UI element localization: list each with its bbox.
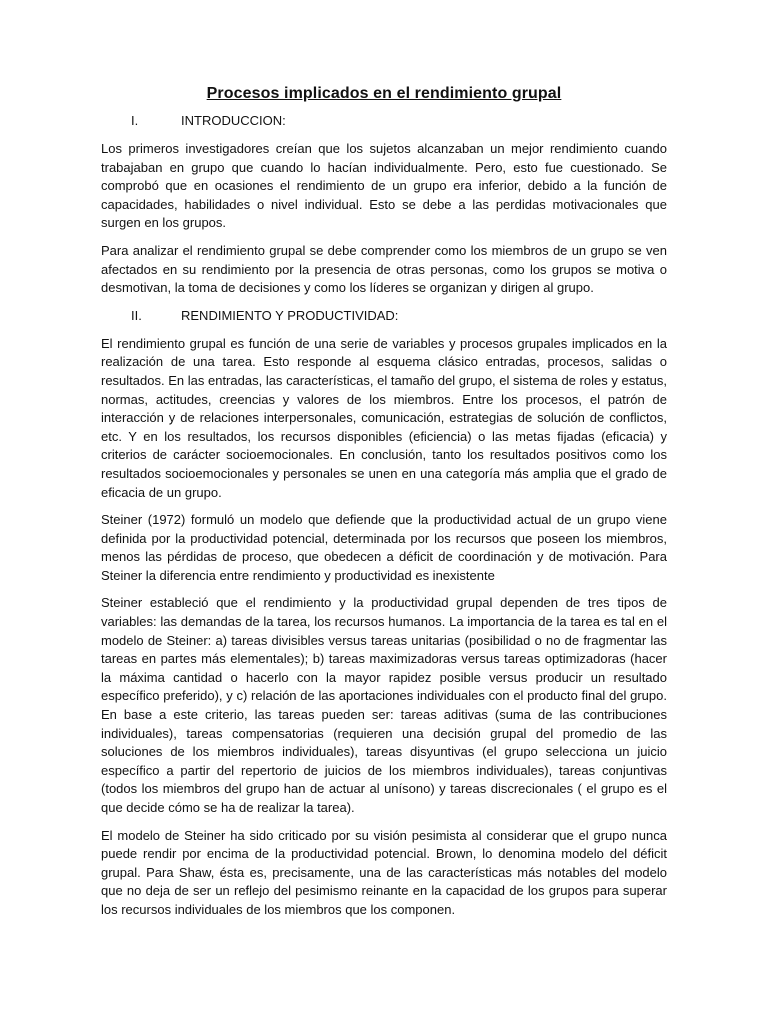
paragraph: Para analizar el rendimiento grupal se debe comprender como los miembros de un grupo se ven afectados en su rendimiento por la presencia de otras personas, como los grupos se motiva o desmotivan, la toma de decisiones y como los líderes se organizan y dirigen al grupo.	[101, 242, 667, 296]
section-title: INTRODUCCION:	[181, 113, 286, 128]
paragraph: El modelo de Steiner ha sido criticado por su visión pesimista al considerar que el grupo nunca puede rendir por encima de la productividad potencial. Brown, lo denomina modelo del déficit grupal. Para Shaw, ésta es, precisamente, una de las características más notables del modelo que no deja de ser un reflejo del pesimismo reinante en la capacidad de los grupos para superar los recursos individuales de los miembros que los componen.	[101, 827, 667, 917]
section-heading-introduccion	[101, 112, 667, 130]
paragraph: Steiner estableció que el rendimiento y la productividad grupal dependen de tres tipos de variables: las demandas de la tarea, los recursos humanos. La importancia de la tarea es tal en el modelo de Steiner: a) tareas divisibles versus tareas unitarias (posibilidad o no de fragmentar las tareas en partes más elementales); b) tareas maximizadoras versus tareas optimizadoras (hacer la máxima cantidad o hacerlo con la mayor rapidez posible versus producir un resultado específico preferido), y c) relación de las aportaciones individuales con el producto final del grupo. En base a este criterio, las tareas pueden ser: tareas aditivas (suma de las contribuciones individuales), tareas compensatorias (requieren una decisión grupal del promedio de las soluciones de los miembros individuales), tareas disyuntivas (el grupo selecciona un juicio específico a partir del repertorio de juicios de los miembros individuales), tareas conjuntivas (todos los miembros del grupo han de actuar al unísono) y tareas discrecionales ( el grupo es el que decide cómo se ha de realizar la tarea).	[101, 595, 667, 815]
section-number: I.	[131, 113, 139, 128]
section-title: RENDIMIENTO Y PRODUCTIVIDAD:	[181, 307, 399, 323]
paragraph: Los primeros investigadores creían que los sujetos alcanzaban un mejor rendimiento cuando trabajaban en grupo que cuando lo hacían individualmente. Pero, esto fue cuestionado. Se comprobó que en ocasiones el rendimiento de un grupo era inferior, debido a la función de capacidades, habilidades o nivel individual. Esto se debe a las perdidas motivacionales que surgen en los grupos.	[101, 141, 667, 231]
section-number: II.	[131, 307, 142, 323]
paragraph: El rendimiento grupal es función de una serie de variables y procesos grupales implicados en la realización de una tarea. Esto responde al esquema clásico entradas, procesos, salidas o resultados. En las entradas, las características, el tamaño del grupo, el sistema de roles y estatus, normas, actitudes, creencias y valores de los miembros. Entre los procesos, el patrón de interacción y de relaciones interpersonales, comunicación, estrategias de solución de conflictos, etc. Y en los resultados, los recursos disponibles (eficiencia) o las metas fijadas (eficacia) y criterios de carácter socioemocionales. En conclusión, tanto los resultados positivos como los resultados socioemocionales y personales se unen en una categoría más amplia que el grado de eficacia de un grupo.	[101, 335, 667, 500]
paragraph: Steiner (1972) formuló un modelo que defiende que la productividad actual de un grupo viene definida por la productividad potencial, determinada por los recursos que poseen los miembros, menos las pérdidas de proceso, que obedecen a déficit de coordinación y de motivación. Para Steiner la diferencia entre rendimiento y productividad es inexistente	[101, 512, 667, 583]
page-title: Procesos implicados en el rendimiento grupal	[206, 85, 562, 102]
section-heading-rendimiento	[101, 307, 667, 325]
